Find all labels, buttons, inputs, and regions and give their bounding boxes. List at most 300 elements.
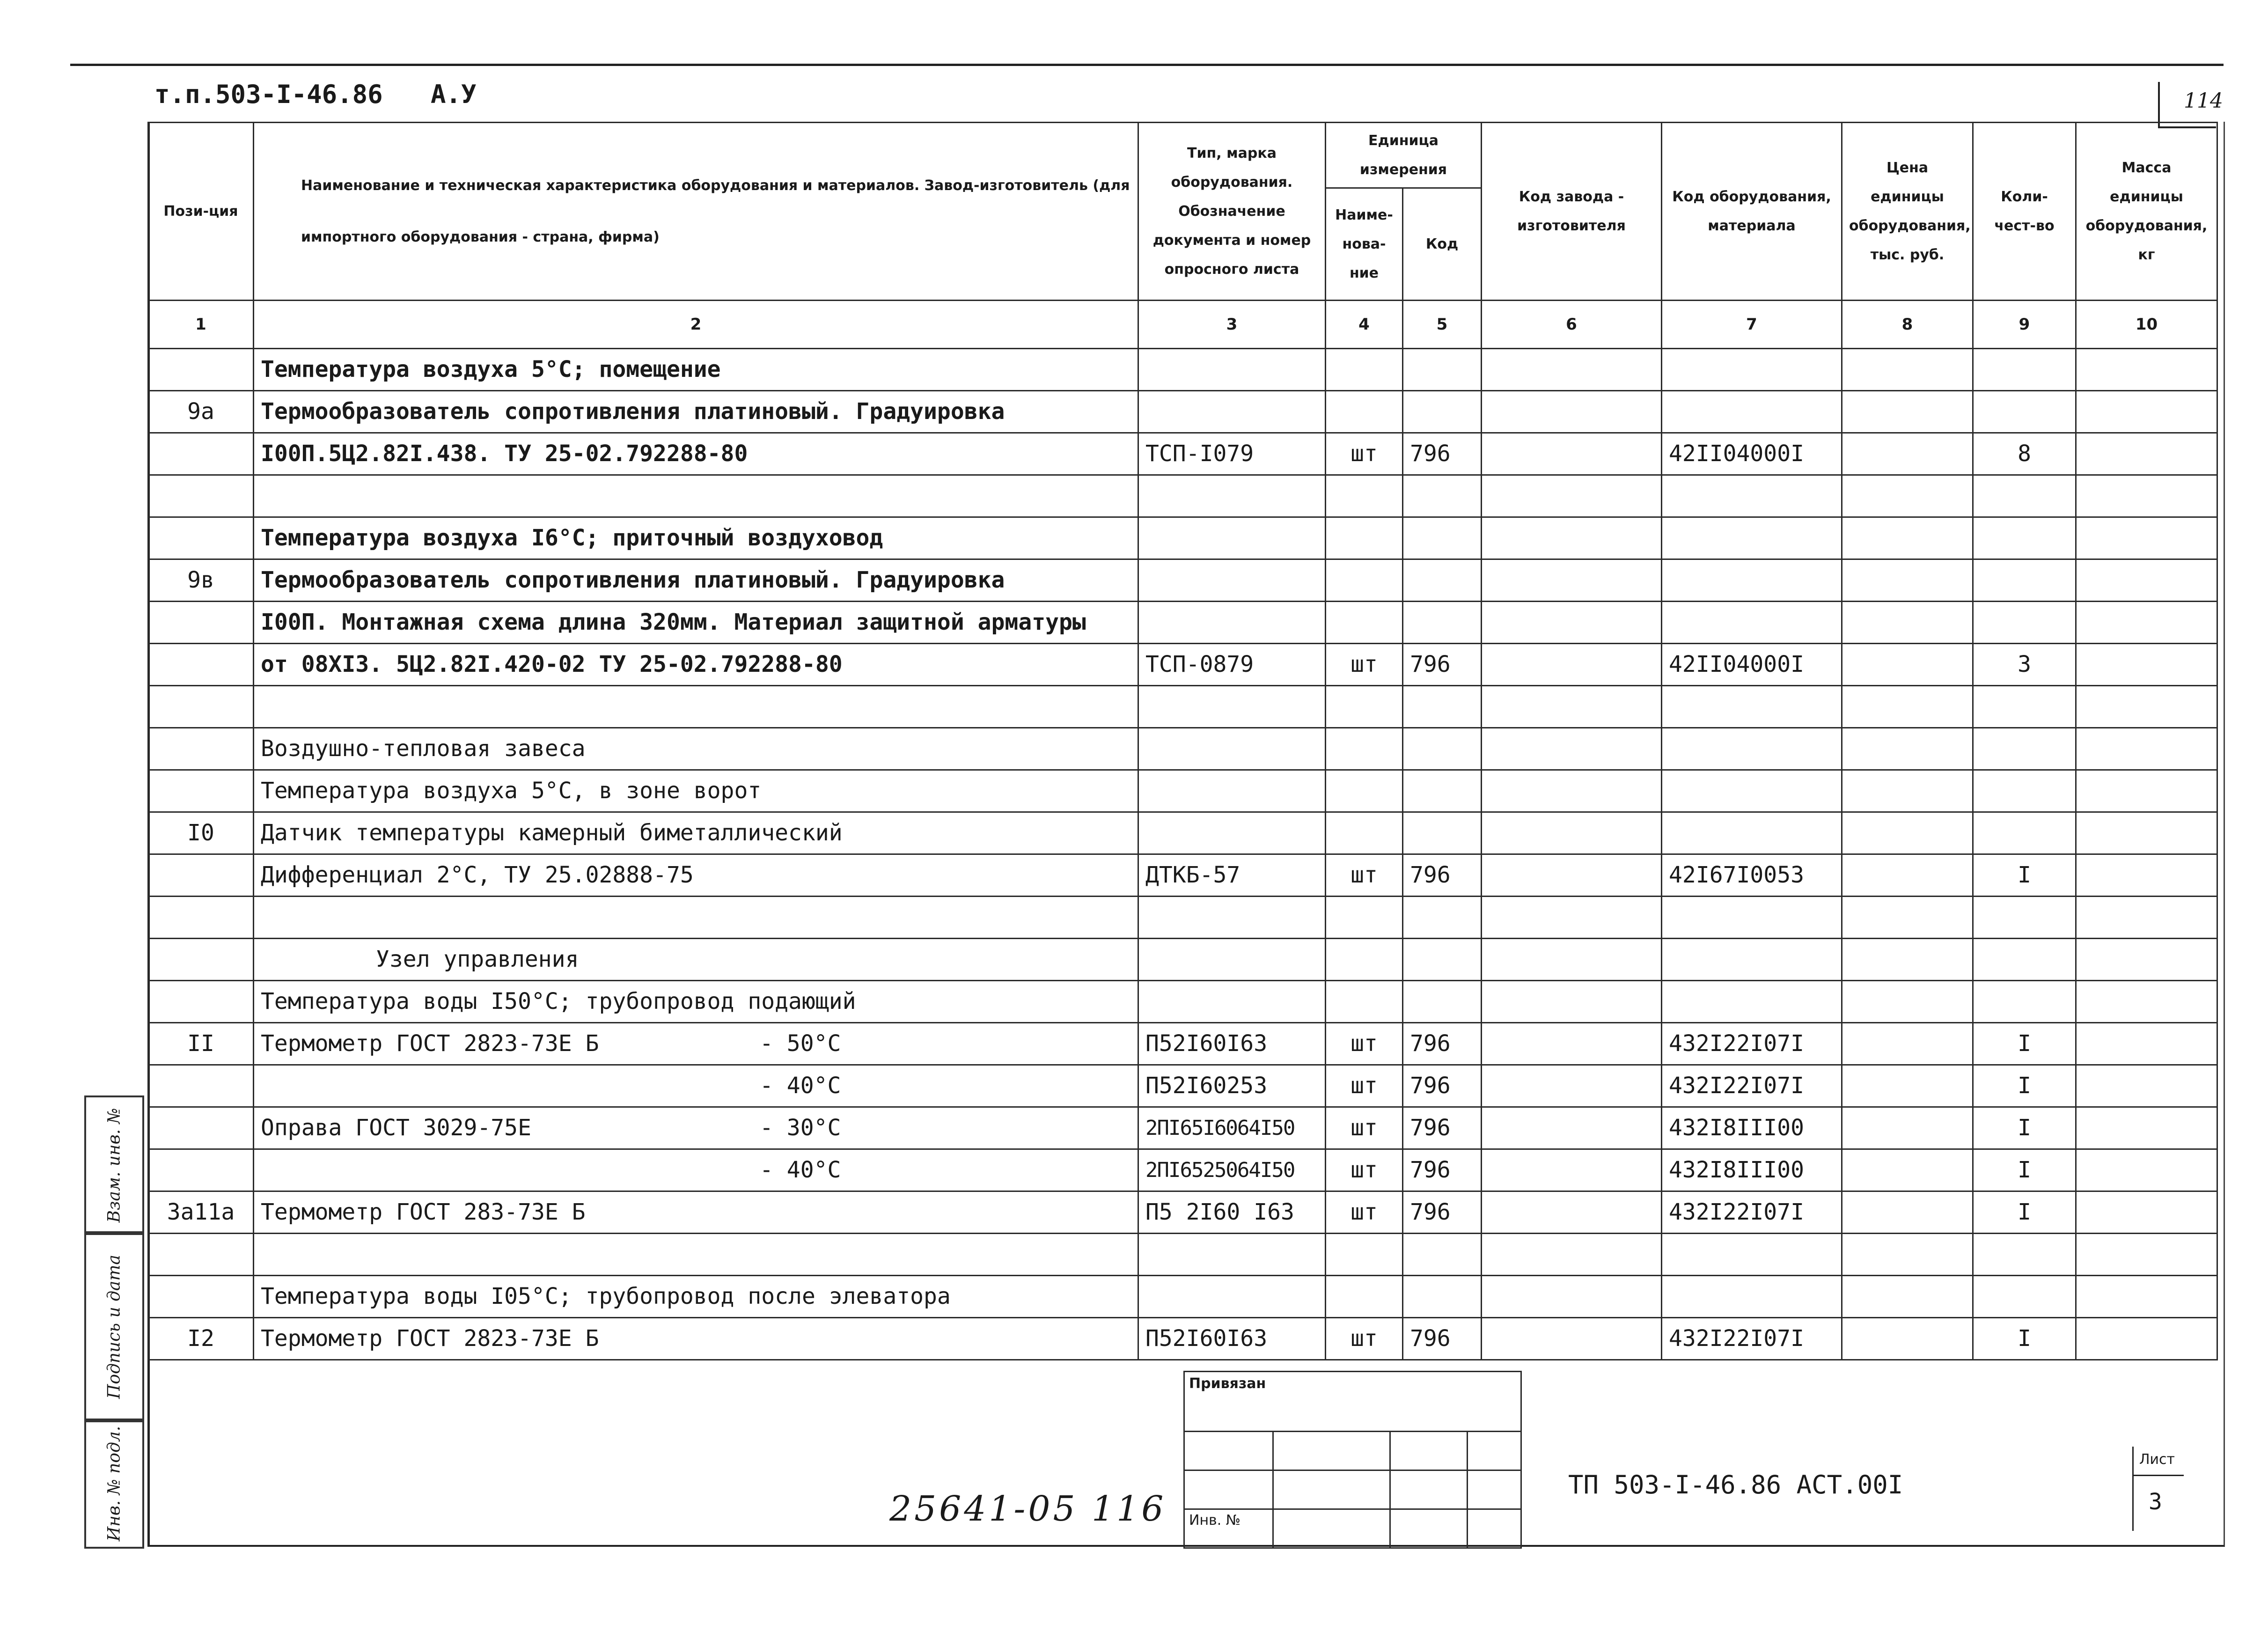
cell-factory-code <box>1482 349 1662 391</box>
table-row <box>148 1276 2217 1318</box>
table-row <box>148 391 2217 433</box>
cell-position: 9а <box>148 391 254 433</box>
cell-unit: шт <box>1326 1318 1403 1360</box>
cell-name: Термометр ГОСТ 283-73Е Б <box>254 1191 1138 1234</box>
cell-price <box>1842 433 1973 475</box>
cell-type <box>1138 686 1326 728</box>
table-row <box>148 939 2217 981</box>
cell-mass <box>2076 349 2217 391</box>
sheet-label: Лист <box>2139 1451 2175 1468</box>
cell-equipment-code <box>1662 1234 1842 1276</box>
cell-factory-code <box>1482 391 1662 433</box>
cell-unit <box>1326 939 1403 981</box>
table-row <box>148 770 2217 812</box>
cell-position: I0 <box>148 812 254 854</box>
cell-unit-code: 796 <box>1403 1318 1482 1360</box>
cell-position <box>148 728 254 770</box>
cell-factory-code <box>1482 433 1662 475</box>
cell-quantity: I <box>1973 1107 2076 1149</box>
cell-position <box>148 939 254 981</box>
cell-unit <box>1326 391 1403 433</box>
cell-factory-code <box>1482 728 1662 770</box>
cell-unit-code: 796 <box>1403 1107 1482 1149</box>
cell-quantity: I <box>1973 1318 2076 1360</box>
cell-position <box>148 1276 254 1318</box>
table-row <box>148 1191 2217 1234</box>
cell-quantity <box>1973 770 2076 812</box>
cell-mass <box>2076 897 2217 939</box>
cell-unit-code <box>1403 475 1482 517</box>
cell-unit: шт <box>1326 1023 1403 1065</box>
cell-factory-code <box>1482 1107 1662 1149</box>
cell-quantity <box>1973 475 2076 517</box>
cell-equipment-code <box>1662 728 1842 770</box>
col-header-mass: Масса единицы оборудования, кг <box>2076 123 2217 301</box>
cell-position: I2 <box>148 1318 254 1360</box>
cell-quantity: 8 <box>1973 433 2076 475</box>
table-row <box>148 517 2217 559</box>
cell-unit: шт <box>1326 1107 1403 1149</box>
col-header-quantity: Коли-чест-во <box>1973 123 2076 301</box>
cell-quantity <box>1973 602 2076 644</box>
cell-mass <box>2076 686 2217 728</box>
cell-mass <box>2076 602 2217 644</box>
cell-position <box>148 644 254 686</box>
cell-mass <box>2076 517 2217 559</box>
cell-position <box>148 1149 254 1191</box>
cell-equipment-code <box>1662 981 1842 1023</box>
cell-equipment-code: 42II04000I <box>1662 433 1842 475</box>
cell-equipment-code <box>1662 349 1842 391</box>
cell-unit-code <box>1403 391 1482 433</box>
cell-name <box>254 686 1138 728</box>
table-row <box>148 897 2217 939</box>
cell-factory-code <box>1482 1191 1662 1234</box>
cell-price <box>1842 517 1973 559</box>
cell-factory-code <box>1482 1023 1662 1065</box>
cell-price <box>1842 1023 1973 1065</box>
cell-equipment-code: 432I22I07I <box>1662 1191 1842 1234</box>
col-header-name: Наименование и техническая характеристика оборудования и материалов. Завод-изготовитель (для импортного оборудования - страна, фирма) <box>254 123 1138 301</box>
col-num: 7 <box>1662 301 1842 349</box>
cell-mass <box>2076 559 2217 602</box>
cell-unit: шт <box>1326 854 1403 897</box>
cell-price <box>1842 939 1973 981</box>
table-body <box>148 349 2217 1360</box>
cell-position <box>148 897 254 939</box>
cell-unit: шт <box>1326 433 1403 475</box>
table-row <box>148 433 2217 475</box>
cell-unit <box>1326 981 1403 1023</box>
cell-equipment-code: 432I22I07I <box>1662 1065 1842 1107</box>
cell-name: I00П. Монтажная схема длина 320мм. Материал защитной арматуры <box>254 602 1138 644</box>
cell-mass <box>2076 1191 2217 1234</box>
cell-name <box>254 1107 1138 1149</box>
cell-factory-code <box>1482 1065 1662 1107</box>
cell-factory-code <box>1482 517 1662 559</box>
cell-type: ДТКБ-57 <box>1138 854 1326 897</box>
cell-price <box>1842 559 1973 602</box>
handwritten-number: 25641-05 116 <box>889 1489 1167 1529</box>
cell-price <box>1842 1318 1973 1360</box>
table-row <box>148 728 2217 770</box>
cell-quantity <box>1973 686 2076 728</box>
side-stamp-original-inv: Инв. № подл. <box>84 1419 144 1549</box>
top-rule <box>70 64 2224 66</box>
cell-type <box>1138 559 1326 602</box>
table-row <box>148 559 2217 602</box>
cell-quantity: I <box>1973 854 2076 897</box>
cell-name: Датчик температуры камерный биметаллический <box>254 812 1138 854</box>
col-header-position: Пози-ция <box>148 123 254 301</box>
cell-price <box>1842 728 1973 770</box>
temperature-range: - 30°C <box>760 1115 841 1141</box>
sheet-number: 3 <box>2149 1489 2162 1515</box>
cell-type: 2ПI6525064I50 <box>1138 1149 1326 1191</box>
cell-factory-code <box>1482 602 1662 644</box>
cell-price <box>1842 686 1973 728</box>
cell-position <box>148 686 254 728</box>
cell-unit-code: 796 <box>1403 1065 1482 1107</box>
cell-price <box>1842 1234 1973 1276</box>
cell-position <box>148 517 254 559</box>
cell-type: ТСП-0879 <box>1138 644 1326 686</box>
cell-unit-code <box>1403 517 1482 559</box>
cell-type <box>1138 349 1326 391</box>
cell-equipment-code <box>1662 812 1842 854</box>
cell-quantity: I <box>1973 1023 2076 1065</box>
cell-equipment-code <box>1662 559 1842 602</box>
page-number: 114 <box>2184 89 2223 113</box>
cell-factory-code <box>1482 559 1662 602</box>
cell-unit-code <box>1403 981 1482 1023</box>
cell-unit-code: 796 <box>1403 1149 1482 1191</box>
cell-quantity <box>1973 812 2076 854</box>
cell-type <box>1138 602 1326 644</box>
cell-name <box>254 475 1138 517</box>
column-numbers-row <box>148 301 2217 349</box>
table-row <box>148 686 2217 728</box>
cell-unit-code <box>1403 602 1482 644</box>
cell-name: Дифференциал 2°C, ТУ 25.02888-75 <box>254 854 1138 897</box>
cell-position: 9в <box>148 559 254 602</box>
cell-name: Температура воздуха 5°C; помещение <box>254 349 1138 391</box>
cell-position <box>148 475 254 517</box>
cell-position <box>148 349 254 391</box>
cell-price <box>1842 349 1973 391</box>
document-reference: т.п.503-I-46.86 <box>154 80 383 109</box>
table-row <box>148 602 2217 644</box>
cell-unit-code <box>1403 812 1482 854</box>
cell-mass <box>2076 1276 2217 1318</box>
cell-type <box>1138 1234 1326 1276</box>
cell-price <box>1842 897 1973 939</box>
col-header-unit-code: Код <box>1403 188 1482 301</box>
cell-mass <box>2076 939 2217 981</box>
cell-unit-code <box>1403 559 1482 602</box>
cell-position <box>148 1107 254 1149</box>
cell-mass <box>2076 1065 2217 1107</box>
cell-equipment-code <box>1662 897 1842 939</box>
cell-quantity: I <box>1973 1191 2076 1234</box>
stamp-title: Привязан <box>1189 1375 1266 1392</box>
cell-quantity <box>1973 391 2076 433</box>
cell-unit-code <box>1403 686 1482 728</box>
cell-mass <box>2076 854 2217 897</box>
col-num: 3 <box>1138 301 1326 349</box>
cell-mass <box>2076 1149 2217 1191</box>
cell-position <box>148 854 254 897</box>
cell-equipment-code <box>1662 517 1842 559</box>
temperature-range: - 40°C <box>760 1073 841 1099</box>
cell-unit <box>1326 349 1403 391</box>
cell-name <box>254 1065 1138 1107</box>
cell-quantity <box>1973 559 2076 602</box>
cell-unit <box>1326 1276 1403 1318</box>
col-num: 2 <box>254 301 1138 349</box>
cell-unit <box>1326 1234 1403 1276</box>
cell-price <box>1842 1065 1973 1107</box>
cell-position <box>148 1065 254 1107</box>
cell-mass <box>2076 433 2217 475</box>
cell-mass <box>2076 391 2217 433</box>
cell-quantity <box>1973 349 2076 391</box>
col-header-equipment-code: Код оборудования, материала <box>1662 123 1842 301</box>
cell-unit <box>1326 517 1403 559</box>
cell-price <box>1842 644 1973 686</box>
cell-mass <box>2076 1234 2217 1276</box>
cell-quantity: I <box>1973 1065 2076 1107</box>
cell-type <box>1138 517 1326 559</box>
col-num: 4 <box>1326 301 1403 349</box>
cell-equipment-code: 432I22I07I <box>1662 1023 1842 1065</box>
col-header-factory-code: Код завода - изготовителя <box>1482 123 1662 301</box>
cell-position <box>148 433 254 475</box>
specification-table <box>147 122 2218 1360</box>
table-row <box>148 1023 2217 1065</box>
cell-type <box>1138 897 1326 939</box>
cell-unit-code <box>1403 1276 1482 1318</box>
cell-factory-code <box>1482 897 1662 939</box>
cell-mass <box>2076 1023 2217 1065</box>
cell-factory-code <box>1482 1276 1662 1318</box>
table-row <box>148 812 2217 854</box>
cell-unit-code <box>1403 770 1482 812</box>
cell-unit <box>1326 686 1403 728</box>
table-row <box>148 981 2217 1023</box>
cell-type <box>1138 770 1326 812</box>
table-row <box>148 1149 2217 1191</box>
cell-factory-code <box>1482 644 1662 686</box>
cell-quantity <box>1973 981 2076 1023</box>
cell-quantity <box>1973 939 2076 981</box>
cell-factory-code <box>1482 981 1662 1023</box>
cell-quantity <box>1973 728 2076 770</box>
col-num: 9 <box>1973 301 2076 349</box>
cell-equipment-code <box>1662 602 1842 644</box>
cell-name: Воздушно-тепловая завеса <box>254 728 1138 770</box>
cell-factory-code <box>1482 1234 1662 1276</box>
cell-equipment-code <box>1662 475 1842 517</box>
cell-type <box>1138 981 1326 1023</box>
cell-name: Температура воздуха 5°C, в зоне ворот <box>254 770 1138 812</box>
col-num: 1 <box>148 301 254 349</box>
cell-factory-code <box>1482 939 1662 981</box>
cell-unit: шт <box>1326 644 1403 686</box>
cell-position: 3а11а <box>148 1191 254 1234</box>
table-row <box>148 854 2217 897</box>
cell-type <box>1138 939 1326 981</box>
col-header-type: Тип, марка оборудования. Обозначение документа и номер опросного листа <box>1138 123 1326 301</box>
cell-position <box>148 602 254 644</box>
cell-quantity <box>1973 1234 2076 1276</box>
cell-name: от 08ХI3. 5Ц2.82I.420-02 ТУ 25-02.792288-80 <box>254 644 1138 686</box>
cell-factory-code <box>1482 1318 1662 1360</box>
cell-price <box>1842 1149 1973 1191</box>
table-row <box>148 1318 2217 1360</box>
drawing-designation: ТП 503-I-46.86 АСТ.00I <box>1568 1470 1903 1500</box>
cell-type <box>1138 812 1326 854</box>
cell-price <box>1842 981 1973 1023</box>
cell-unit <box>1326 602 1403 644</box>
cell-unit <box>1326 812 1403 854</box>
cell-unit: шт <box>1326 1149 1403 1191</box>
cell-unit: шт <box>1326 1065 1403 1107</box>
temperature-range: - 40°C <box>760 1157 841 1183</box>
temperature-range: - 50°C <box>760 1030 841 1057</box>
cell-unit <box>1326 728 1403 770</box>
cell-type: П5 2I60 I63 <box>1138 1191 1326 1234</box>
cell-unit: шт <box>1326 1191 1403 1234</box>
cell-mass <box>2076 812 2217 854</box>
cell-name <box>254 1149 1138 1191</box>
cell-price <box>1842 854 1973 897</box>
cell-name: Температура воздуха I6°C; приточный воздуховод <box>254 517 1138 559</box>
cell-type <box>1138 391 1326 433</box>
cell-name: Температура воды I05°C; трубопровод после элеватора <box>254 1276 1138 1318</box>
cell-equipment-code: 42II04000I <box>1662 644 1842 686</box>
cell-name: Узел управления <box>254 939 1138 981</box>
cell-factory-code <box>1482 812 1662 854</box>
cell-equipment-code: 42I67I0053 <box>1662 854 1842 897</box>
cell-mass <box>2076 644 2217 686</box>
cell-price <box>1842 1191 1973 1234</box>
cell-type: 2ПI65I6064I50 <box>1138 1107 1326 1149</box>
sheet-box-divider <box>2132 1475 2184 1476</box>
table-row <box>148 644 2217 686</box>
cell-factory-code <box>1482 770 1662 812</box>
cell-mass <box>2076 1107 2217 1149</box>
item-name: Термометр ГОСТ 2823-73Е Б <box>261 1030 599 1057</box>
cell-price <box>1842 1107 1973 1149</box>
cell-mass <box>2076 981 2217 1023</box>
cell-name: Термообразователь сопротивления платиновый. Градуировка <box>254 391 1138 433</box>
col-num: 5 <box>1403 301 1482 349</box>
cell-name: I00П.5Ц2.82I.438. ТУ 25-02.792288-80 <box>254 433 1138 475</box>
cell-equipment-code: 432I8III00 <box>1662 1149 1842 1191</box>
cell-unit-code: 796 <box>1403 1191 1482 1234</box>
cell-position: II <box>148 1023 254 1065</box>
cell-equipment-code <box>1662 686 1842 728</box>
table-header <box>148 123 2217 349</box>
section-code: А.У <box>431 80 477 109</box>
cell-name: Термообразователь сопротивления платиновый. Градуировка <box>254 559 1138 602</box>
cell-mass <box>2076 1318 2217 1360</box>
cell-name: Температура воды I50°C; трубопровод подающий <box>254 981 1138 1023</box>
cell-quantity: I <box>1973 1149 2076 1191</box>
cell-unit-code: 796 <box>1403 644 1482 686</box>
cell-equipment-code <box>1662 770 1842 812</box>
cell-quantity <box>1973 517 2076 559</box>
cell-price <box>1842 475 1973 517</box>
cell-price <box>1842 770 1973 812</box>
col-num: 8 <box>1842 301 1973 349</box>
cell-factory-code <box>1482 854 1662 897</box>
col-header-unit-name: Наиме-нова-ние <box>1326 188 1403 301</box>
table-row <box>148 349 2217 391</box>
cell-unit <box>1326 559 1403 602</box>
cell-quantity <box>1973 1276 2076 1318</box>
side-stamp-signature-date: Подпись и дата <box>84 1231 144 1422</box>
cell-unit-code: 796 <box>1403 433 1482 475</box>
cell-factory-code <box>1482 1149 1662 1191</box>
col-header-unit: Единица измерения <box>1326 123 1482 188</box>
cell-position <box>148 770 254 812</box>
cell-type: ТСП-I079 <box>1138 433 1326 475</box>
item-name: Оправа ГОСТ 3029-75Е <box>261 1115 531 1141</box>
cell-quantity: 3 <box>1973 644 2076 686</box>
cell-unit-code <box>1403 349 1482 391</box>
cell-equipment-code <box>1662 391 1842 433</box>
stamp-inv-label: Инв. № <box>1189 1512 1241 1529</box>
cell-price <box>1842 602 1973 644</box>
cell-unit <box>1326 897 1403 939</box>
cell-unit-code <box>1403 897 1482 939</box>
cell-price <box>1842 1276 1973 1318</box>
cell-equipment-code: 432I8III00 <box>1662 1107 1842 1149</box>
cell-equipment-code <box>1662 1276 1842 1318</box>
table-row <box>148 1234 2217 1276</box>
cell-name <box>254 1234 1138 1276</box>
col-header-price: Цена единицы оборудования, тыс. руб. <box>1842 123 1973 301</box>
table-row <box>148 475 2217 517</box>
cell-type: П52I60253 <box>1138 1065 1326 1107</box>
table-row <box>148 1107 2217 1149</box>
cell-quantity <box>1973 897 2076 939</box>
cell-type <box>1138 728 1326 770</box>
col-num: 6 <box>1482 301 1662 349</box>
cell-type <box>1138 475 1326 517</box>
side-stamp-replaced-inv: Взам. инв. № <box>84 1095 144 1235</box>
cell-position <box>148 981 254 1023</box>
cell-mass <box>2076 728 2217 770</box>
cell-unit-code <box>1403 1234 1482 1276</box>
cell-price <box>1842 391 1973 433</box>
cell-factory-code <box>1482 686 1662 728</box>
cell-type: П52I60I63 <box>1138 1318 1326 1360</box>
table-row <box>148 1065 2217 1107</box>
cell-equipment-code: 432I22I07I <box>1662 1318 1842 1360</box>
cell-unit <box>1326 475 1403 517</box>
cell-name <box>254 1023 1138 1065</box>
cell-factory-code <box>1482 475 1662 517</box>
cell-unit-code: 796 <box>1403 854 1482 897</box>
cell-price <box>1842 812 1973 854</box>
cell-mass <box>2076 475 2217 517</box>
col-num: 10 <box>2076 301 2217 349</box>
cell-type: П52I60I63 <box>1138 1023 1326 1065</box>
cell-position <box>148 1234 254 1276</box>
